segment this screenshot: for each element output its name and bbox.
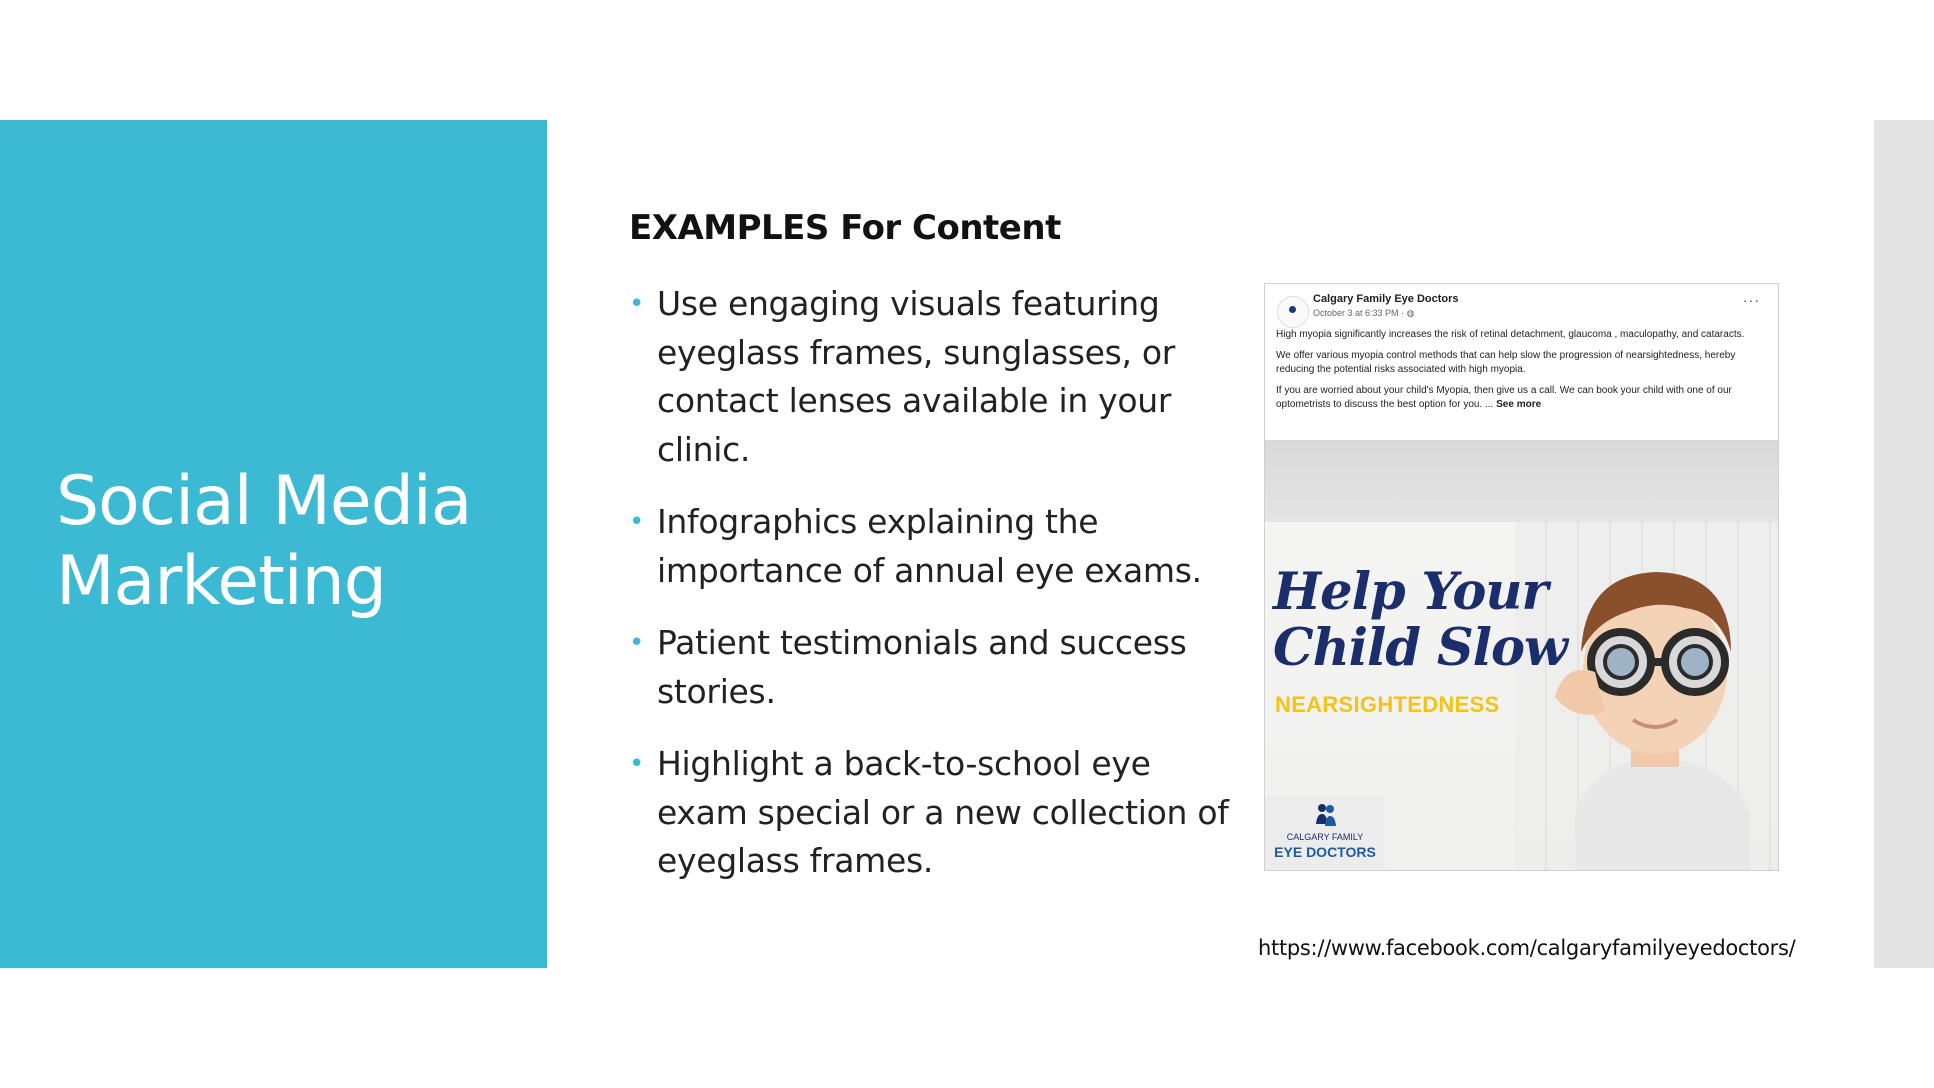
image-headline-line2: Child Slow [1273,618,1567,678]
bullet-icon: • [629,628,645,658]
list-item-text: Patient testimonials and success stories. [657,623,1187,711]
clinic-logo [1265,796,1385,870]
page-name: Calgary Family Eye Doctors [1313,293,1459,305]
slide-title-line1: Social Media [56,462,472,541]
list-item [629,498,1229,595]
source-url: https://www.facebook.com/calgaryfamilyeyedoctors/ [1258,936,1796,960]
post-header [1265,284,1778,440]
image-subheadline: NEARSIGHTEDNESS [1275,692,1500,717]
family-icon [1315,802,1337,828]
post-body [1276,328,1768,419]
see-more-link: See more [1496,399,1542,410]
post-paragraph [1276,384,1768,413]
list-item-text: Infographics explaining the importance of annual eye exams. [657,502,1202,590]
page-avatar [1277,296,1309,328]
bullet-icon: • [629,507,645,537]
slide-title [56,462,526,622]
globe-icon: ◍ [1406,308,1415,318]
examples-list [629,280,1229,910]
list-item [629,619,1229,716]
slide-title-line2: Marketing [56,542,386,621]
child-with-trial-frame-illustration [1535,512,1778,870]
ellipsis-icon: ··· [1743,292,1760,308]
post-paragraph: High myopia significantly increases the risk of retinal detachment, glaucoma , maculopathy, and cataracts. [1276,329,1745,340]
bullet-icon: • [629,289,645,319]
post-image [1265,440,1778,870]
bullet-icon: • [629,749,645,779]
post-date-text: October 3 at 6:33 PM · [1313,308,1405,318]
right-edge-bar [1874,120,1934,968]
list-item [629,740,1229,886]
logo-line2: EYE DOCTORS [1274,844,1376,860]
logo-line1: CALGARY FAMILY [1286,832,1364,842]
list-item [629,280,1229,474]
post-paragraph-text: If you are worried about your child's Myopia, then give us a call. We can book your child with one of our optometrists to discuss the best option for you. ... [1276,384,1732,410]
post-paragraph: We offer various myopia control methods that can help slow the progression of nearsightedness, hereby reducing the potential risks associated with high myopia. [1276,349,1736,375]
list-item-text: Use engaging visuals featuring eyeglass frames, sunglasses, or contact lenses available in your clinic. [657,284,1176,469]
content-heading: EXAMPLES For Content [629,208,1061,248]
image-headline-line1: Help Your [1273,562,1548,622]
post-date [1313,308,1414,319]
list-item-text: Highlight a back-to-school eye exam special or a new collection of eyeglass frames. [657,744,1229,880]
facebook-post-screenshot [1264,283,1779,871]
